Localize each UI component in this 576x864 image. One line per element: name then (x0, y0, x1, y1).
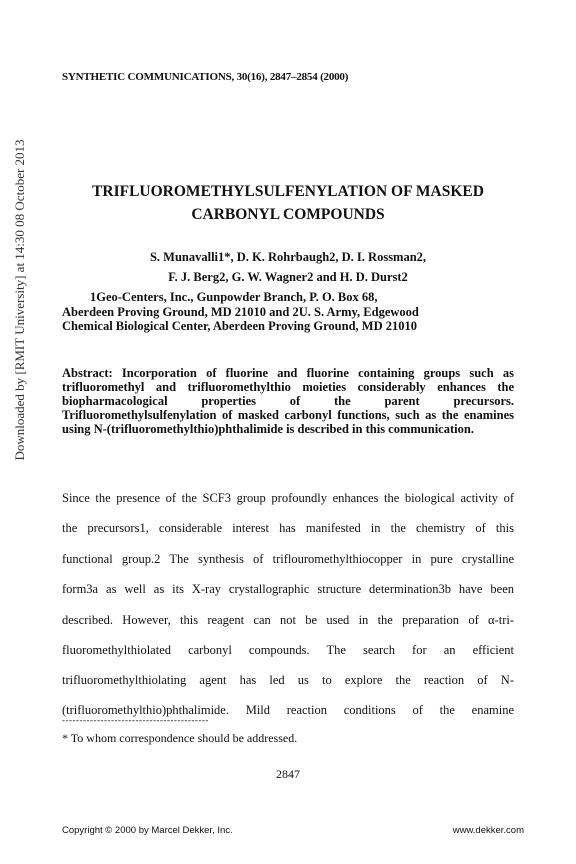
body-line: functional group.2 The synthesis of triflouromethylthiocopper in pure crystalline (62, 552, 514, 566)
body-line: form3a as well as its X-ray crystallographic structure determination3b have been (62, 582, 514, 596)
affiliation-line-2: Aberdeen Proving Ground, MD 21010 and 2U. S. Army, Edgewood (62, 305, 419, 319)
affiliation-line-3: Chemical Biological Center, Aberdeen Proving Ground, MD 21010 (62, 319, 417, 333)
author-line-1: S. Munavalli1*, D. K. Rohrbaugh2, D. I. Rossman2, (149, 250, 427, 264)
body-line: the precursors1, considerable interest has manifested in the chemistry of this (62, 521, 514, 535)
author-line-2: F. J. Berg2, G. W. Wagner2 and H. D. Durst2 (168, 270, 408, 284)
body-line: described. However, this reagent can not be used in the preparation of α-tri- (62, 613, 514, 627)
page-number: 2847 (276, 767, 300, 781)
body-line: fluoromethylthiolated carbonyl compounds. The search for an efficient (62, 643, 514, 657)
download-watermark: Downloaded by [RMIT University] at 14:30 08 October 2013 (12, 139, 27, 461)
footnote-separator: ------------------------------------------ (62, 715, 209, 725)
body-line: (trifluoromethylthio)phthalimide. Mild reaction conditions of the enamine (62, 703, 514, 717)
publisher-website: www.dekker.com (452, 825, 524, 836)
paper-title-line-2: CARBONYL COMPOUNDS (191, 206, 385, 223)
footnote: * To whom correspondence should be addressed. (62, 731, 298, 745)
abstract: Abstract: Incorporation of fluorine and fluorine containing groups such as trifluoromethyl and trifluoromethylthio moieties considerably enhances the biopharmacological properties of the parent precursors. Trifluoromethylsulfenylation of masked carbonyl functions, such as the enamines using N-(trifluoromethylthio)phthalimide is described in this communication. (62, 366, 514, 436)
copyright-notice: Copyright © 2000 by Marcel Dekker, Inc. (62, 825, 233, 836)
affiliation-line-1: 1Geo-Centers, Inc., Gunpowder Branch, P. O. Box 68, (90, 290, 378, 304)
body-line: trifluoromethylthiolating agent has led us to explore the reaction of N- (62, 673, 514, 687)
body-line: Since the presence of the SCF3 group profoundly enhances the biological activity of (62, 491, 514, 505)
journal-header: SYNTHETIC COMMUNICATIONS, 30(16), 2847–2854 (2000) (62, 71, 349, 83)
paper-title-line-1: TRIFLUOROMETHYLSULFENYLATION OF MASKED (92, 183, 484, 200)
